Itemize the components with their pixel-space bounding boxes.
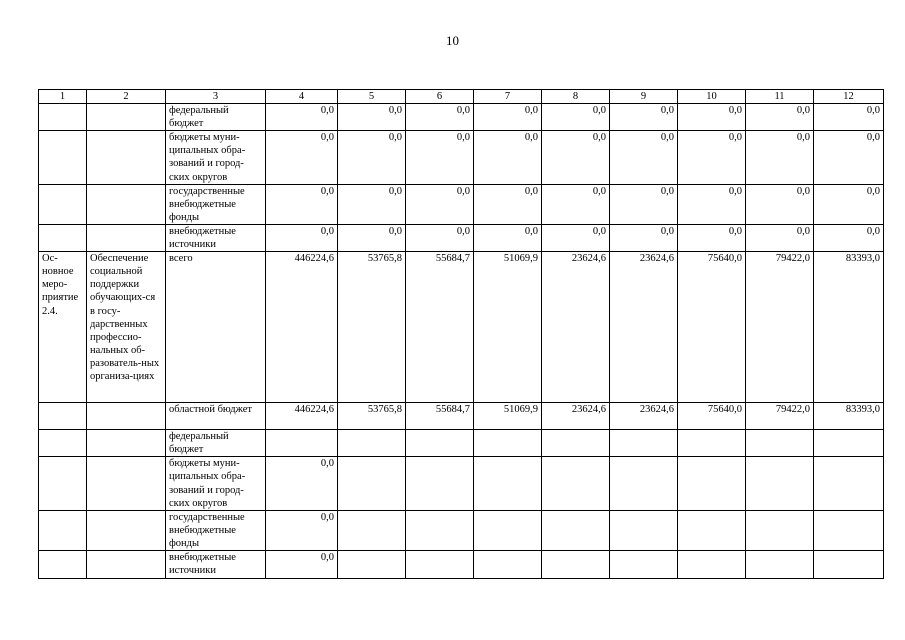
amount-cell [542,430,610,457]
amount-cell: 0,0 [266,104,338,131]
table-row [39,131,884,184]
amount-cell: 0,0 [746,104,814,131]
amount-cell [474,430,542,457]
amount-cell: 79422,0 [746,403,814,430]
amount-cell: 0,0 [338,184,406,224]
funding-source-cell: федеральный бюджет [166,104,266,131]
amount-cell: 0,0 [474,131,542,184]
amount-cell: 446224,6 [266,403,338,430]
table-row [39,252,884,403]
table-row [39,104,884,131]
amount-cell: 0,0 [814,224,884,251]
amount-cell: 53765,8 [338,252,406,403]
amount-cell: 0,0 [542,224,610,251]
amount-cell: 0,0 [474,224,542,251]
amount-cell: 0,0 [678,184,746,224]
table-row [39,457,884,510]
amount-cell [338,430,406,457]
amount-cell [542,457,610,510]
event-name-cell [87,104,166,131]
amount-cell: 0,0 [746,131,814,184]
amount-cell [678,457,746,510]
amount-cell: 23624,6 [610,252,678,403]
event-name-cell [87,131,166,184]
amount-cell: 0,0 [406,184,474,224]
amount-cell [678,430,746,457]
amount-cell [678,550,746,578]
amount-cell [474,550,542,578]
event-name-cell: Обеспечение социальной поддержки обучающих-ся в госу-дарственных профессио-нальных об-разователь-ных организа-циях [87,252,166,403]
amount-cell [406,457,474,510]
col-header: 6 [406,90,474,104]
event-code-cell [39,510,87,550]
amount-cell: 0,0 [678,131,746,184]
amount-cell: 0,0 [266,550,338,578]
event-code-cell [39,131,87,184]
col-header: 4 [266,90,338,104]
col-header: 2 [87,90,166,104]
col-header: 9 [610,90,678,104]
amount-cell: 0,0 [610,184,678,224]
amount-cell: 0,0 [678,104,746,131]
amount-cell: 446224,6 [266,252,338,403]
amount-cell: 0,0 [610,104,678,131]
amount-cell: 0,0 [338,131,406,184]
event-code-cell [39,403,87,430]
amount-cell: 55684,7 [406,252,474,403]
event-name-cell [87,430,166,457]
amount-cell: 0,0 [266,457,338,510]
amount-cell: 0,0 [266,131,338,184]
amount-cell [542,550,610,578]
amount-cell: 0,0 [266,510,338,550]
funding-source-cell: внебюджетные источники [166,550,266,578]
amount-cell: 0,0 [746,224,814,251]
amount-cell: 79422,0 [746,252,814,403]
amount-cell [406,510,474,550]
amount-cell [266,430,338,457]
table-row [39,550,884,578]
amount-cell [542,510,610,550]
page-number: 10 [446,33,459,48]
funding-source-cell: всего [166,252,266,403]
budget-table [38,89,884,579]
funding-source-cell: бюджеты муни-ципальных обра-зований и город-ских округов [166,131,266,184]
event-code-cell [39,550,87,578]
amount-cell [406,550,474,578]
amount-cell: 0,0 [542,104,610,131]
col-header: 1 [39,90,87,104]
amount-cell: 0,0 [338,224,406,251]
amount-cell: 0,0 [542,184,610,224]
col-header: 3 [166,90,266,104]
amount-cell: 0,0 [474,184,542,224]
funding-source-cell: внебюджетные источники [166,224,266,251]
amount-cell: 55684,7 [406,403,474,430]
amount-cell: 0,0 [266,184,338,224]
col-header: 12 [814,90,884,104]
amount-cell: 23624,6 [542,252,610,403]
amount-cell: 0,0 [610,224,678,251]
col-header: 11 [746,90,814,104]
event-code-cell [39,224,87,251]
funding-source-cell: государственные внебюджетные фонды [166,510,266,550]
event-code-cell [39,430,87,457]
amount-cell [338,457,406,510]
amount-cell [610,430,678,457]
amount-cell [406,430,474,457]
amount-cell [746,457,814,510]
amount-cell: 0,0 [610,131,678,184]
amount-cell [474,510,542,550]
amount-cell [814,457,884,510]
event-code-cell [39,457,87,510]
table-row [39,403,884,430]
event-code-cell: Ос-новное меро-приятие 2.4. [39,252,87,403]
header-row [39,90,884,104]
amount-cell: 83393,0 [814,252,884,403]
event-code-cell [39,104,87,131]
amount-cell [814,510,884,550]
amount-cell: 23624,6 [542,403,610,430]
amount-cell: 0,0 [814,104,884,131]
amount-cell [814,550,884,578]
col-header: 10 [678,90,746,104]
amount-cell [678,510,746,550]
funding-source-cell: бюджеты муни-ципальных обра-зований и город-ских округов [166,457,266,510]
amount-cell [610,550,678,578]
event-name-cell [87,457,166,510]
amount-cell: 0,0 [678,224,746,251]
amount-cell [338,550,406,578]
col-header: 7 [474,90,542,104]
amount-cell [338,510,406,550]
amount-cell [746,510,814,550]
amount-cell [610,510,678,550]
amount-cell: 51069,9 [474,252,542,403]
event-name-cell [87,403,166,430]
amount-cell [814,430,884,457]
amount-cell: 0,0 [406,131,474,184]
amount-cell [746,430,814,457]
table-row [39,510,884,550]
table-row [39,430,884,457]
table-row [39,184,884,224]
amount-cell [474,457,542,510]
amount-cell: 0,0 [814,131,884,184]
amount-cell: 0,0 [406,224,474,251]
amount-cell: 0,0 [746,184,814,224]
amount-cell: 75640,0 [678,403,746,430]
funding-source-cell: областной бюджет [166,403,266,430]
funding-source-cell: федеральный бюджет [166,430,266,457]
amount-cell: 0,0 [338,104,406,131]
amount-cell: 23624,6 [610,403,678,430]
amount-cell: 0,0 [814,184,884,224]
amount-cell [746,550,814,578]
amount-cell: 51069,9 [474,403,542,430]
amount-cell [610,457,678,510]
event-name-cell [87,184,166,224]
amount-cell: 75640,0 [678,252,746,403]
col-header: 5 [338,90,406,104]
table-row [39,224,884,251]
amount-cell: 83393,0 [814,403,884,430]
event-name-cell [87,550,166,578]
amount-cell: 53765,8 [338,403,406,430]
event-name-cell [87,224,166,251]
amount-cell: 0,0 [474,104,542,131]
amount-cell: 0,0 [542,131,610,184]
col-header: 8 [542,90,610,104]
event-name-cell [87,510,166,550]
amount-cell: 0,0 [406,104,474,131]
amount-cell: 0,0 [266,224,338,251]
event-code-cell [39,184,87,224]
funding-source-cell: государственные внебюджетные фонды [166,184,266,224]
